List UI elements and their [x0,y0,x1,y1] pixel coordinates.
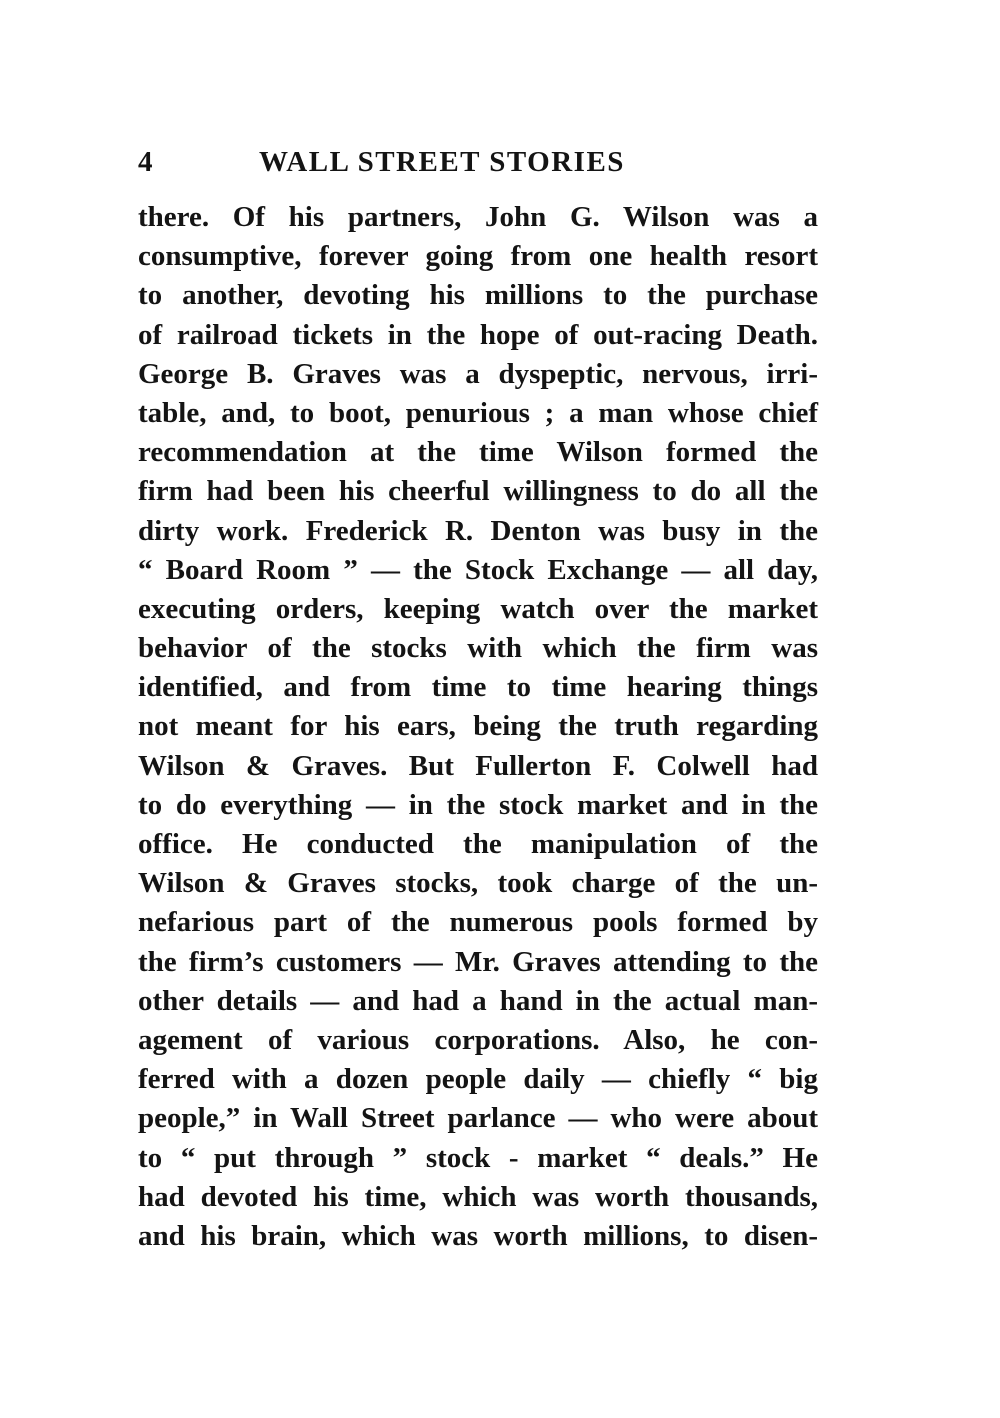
text-line: office. He conducted the manipulation of the [138,828,818,860]
text-line: to do everything — in the stock market and in the [138,788,818,821]
text-line: nefarious part of the numerous pools formed by [138,906,818,939]
text-line: consumptive, forever going from one health resort [138,240,818,273]
text-line: and his brain, which was worth millions, to disen- [138,1219,818,1252]
text-line: not meant for his ears, being the truth regarding [138,710,818,743]
text-line: “ Board Room ” — the Stock Exchange — all day, [138,553,818,586]
running-head [138,146,818,186]
text-line: the firm’s customers — Mr. Graves attending to the [138,945,818,978]
text-line: George B. Graves was a dyspeptic, nervous, irri- [138,357,818,390]
text-line: to another, devoting his millions to the purchase [138,279,818,312]
text-line: agement of various corporations. Also, he con- [138,1023,818,1056]
text-line: recommendation at the time Wilson formed the [138,436,818,469]
text-line: other details — and had a hand in the actual man- [138,984,818,1017]
text-line: identified, and from time to time hearing things [138,671,818,704]
text-line: executing orders, keeping watch over the market [138,592,818,625]
text-line: there. Of his partners, John G. Wilson was a [138,201,818,233]
text-line: Wilson & Graves. But Fullerton F. Colwell had [138,749,818,782]
text-line: of railroad tickets in the hope of out-racing Death. [138,318,818,351]
text-line: had devoted his time, which was worth thousands, [138,1180,818,1213]
page-number: 4 [138,146,153,178]
text-line: table, and, to boot, penurious ; a man whose chief [138,396,818,429]
text-line: Wilson & Graves stocks, took charge of the un- [138,867,818,900]
text-line: firm had been his cheerful willingness to do all the [138,475,818,508]
body-text [138,198,818,1256]
text-line: people,” in Wall Street parlance — who were about [138,1102,818,1135]
text-line: dirty work. Frederick R. Denton was busy in the [138,514,818,547]
text-line: ferred with a dozen people daily — chiefly “ big [138,1063,818,1096]
text-line: to “ put through ” stock - market “ deals.” He [138,1141,818,1174]
running-title: WALL STREET STORIES [259,146,625,178]
text-line: behavior of the stocks with which the firm was [138,632,818,665]
